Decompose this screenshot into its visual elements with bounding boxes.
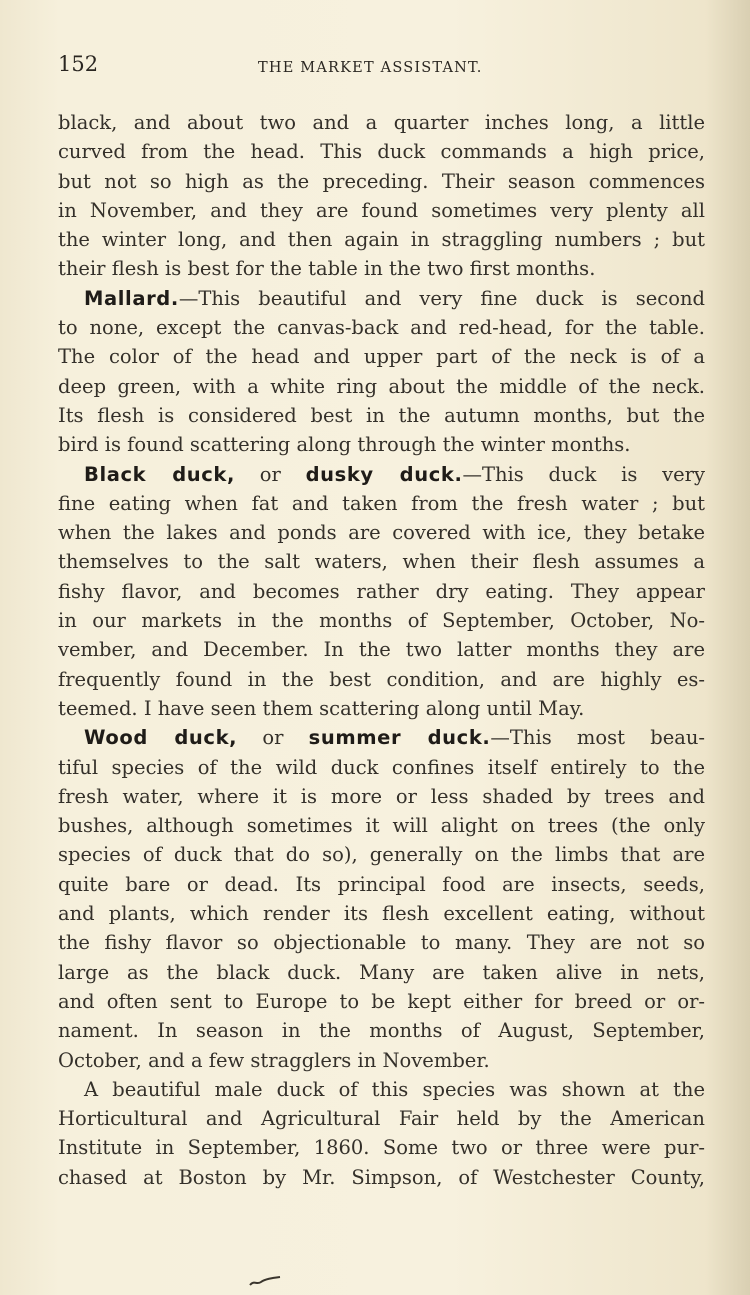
paragraph-first-line xyxy=(58,284,705,313)
paragraph-first-line xyxy=(58,460,705,489)
text-fragment: —This duck is very xyxy=(462,462,705,486)
text-line: species of duck that do so), generally on the limbs that are xyxy=(58,843,705,867)
text-line: and plants, which render its flesh excellent eating, without xyxy=(58,902,705,926)
text-line: quite bare or dead. Its principal food are insects, seeds, xyxy=(58,872,705,896)
text-fragment: or xyxy=(237,726,309,750)
entry-heading-summer-duck: summer duck. xyxy=(308,726,491,750)
text-line: The color of the head and upper part of the neck is of a xyxy=(58,345,705,369)
text-line: black, and about two and a quarter inches long, a little xyxy=(58,111,705,134)
paragraph-first-line: A beautiful male duck of this species was shown at the xyxy=(84,1077,705,1101)
text-line: large as the black duck. Many are taken alive in nets, xyxy=(58,960,705,984)
text-line: tiful species of the wild duck confines itself entirely to the xyxy=(58,755,705,779)
text-line: vember, and December. In the two latter months they are xyxy=(58,638,705,662)
text-line: Its flesh is considered best in the autumn months, but the xyxy=(58,403,705,427)
printer-mark-icon xyxy=(248,1276,282,1286)
text-line: but not so high as the preceding. Their season commences xyxy=(58,169,705,193)
text-line: Institute in September, 1860. Some two or three were pur- xyxy=(58,1136,705,1160)
text-line: teemed. I have seen them scattering along until May. xyxy=(58,696,585,720)
text-fragment: —This beautiful and very fine duck is second xyxy=(178,286,705,310)
page-number: 152 xyxy=(58,52,99,76)
entry-heading-mallard: Mallard. xyxy=(84,286,179,310)
text-fragment: or xyxy=(234,462,306,486)
text-line: the fishy flavor so objectionable to many. They are not so xyxy=(58,931,705,955)
text-line: in November, and they are found sometimes very plenty all xyxy=(58,198,705,222)
text-line: their flesh is best for the table in the two first months. xyxy=(58,257,596,281)
text-line: curved from the head. This duck commands a high price, xyxy=(58,140,705,164)
text-line: when the lakes and ponds are covered with ice, they betake xyxy=(58,521,705,545)
entry-heading-black-duck: Black duck, xyxy=(84,462,235,486)
running-title: THE MARKET ASSISTANT. xyxy=(258,60,483,76)
body-text xyxy=(58,108,705,1192)
text-line: fine eating when fat and taken from the fresh water ; but xyxy=(58,491,705,515)
text-line: the winter long, and then again in straggling numbers ; but xyxy=(58,228,705,252)
text-line: deep green, with a white ring about the middle of the neck. xyxy=(58,374,705,398)
text-line: nament. In season in the months of August, September, xyxy=(58,1019,705,1043)
entry-heading-wood-duck: Wood duck, xyxy=(84,726,238,750)
text-line: in our markets in the months of September, October, No- xyxy=(58,609,705,633)
page-header xyxy=(58,50,703,84)
text-line: October, and a few stragglers in November. xyxy=(58,1048,490,1072)
text-fragment: —This most beau- xyxy=(490,726,705,750)
text-line: and often sent to Europe to be kept either for breed or or- xyxy=(58,989,705,1013)
text-line: fishy flavor, and becomes rather dry eating. They appear xyxy=(58,579,705,603)
paragraph-first-line xyxy=(58,723,705,752)
text-line: themselves to the salt waters, when their flesh assumes a xyxy=(58,550,705,574)
text-line: to none, except the canvas-back and red-head, for the table. xyxy=(58,316,705,340)
entry-heading-dusky-duck: dusky duck. xyxy=(305,462,463,486)
text-line: Horticultural and Agricultural Fair held by the American xyxy=(58,1107,705,1131)
text-line: bird is found scattering along through the winter months. xyxy=(58,433,631,457)
text-line: frequently found in the best condition, and are highly es- xyxy=(58,667,705,691)
text-line: chased at Boston by Mr. Simpson, of Westchester County, xyxy=(58,1165,705,1189)
text-line: fresh water, where it is more or less shaded by trees and xyxy=(58,784,705,808)
text-line: bushes, although sometimes it will alight on trees (the only xyxy=(58,814,705,838)
